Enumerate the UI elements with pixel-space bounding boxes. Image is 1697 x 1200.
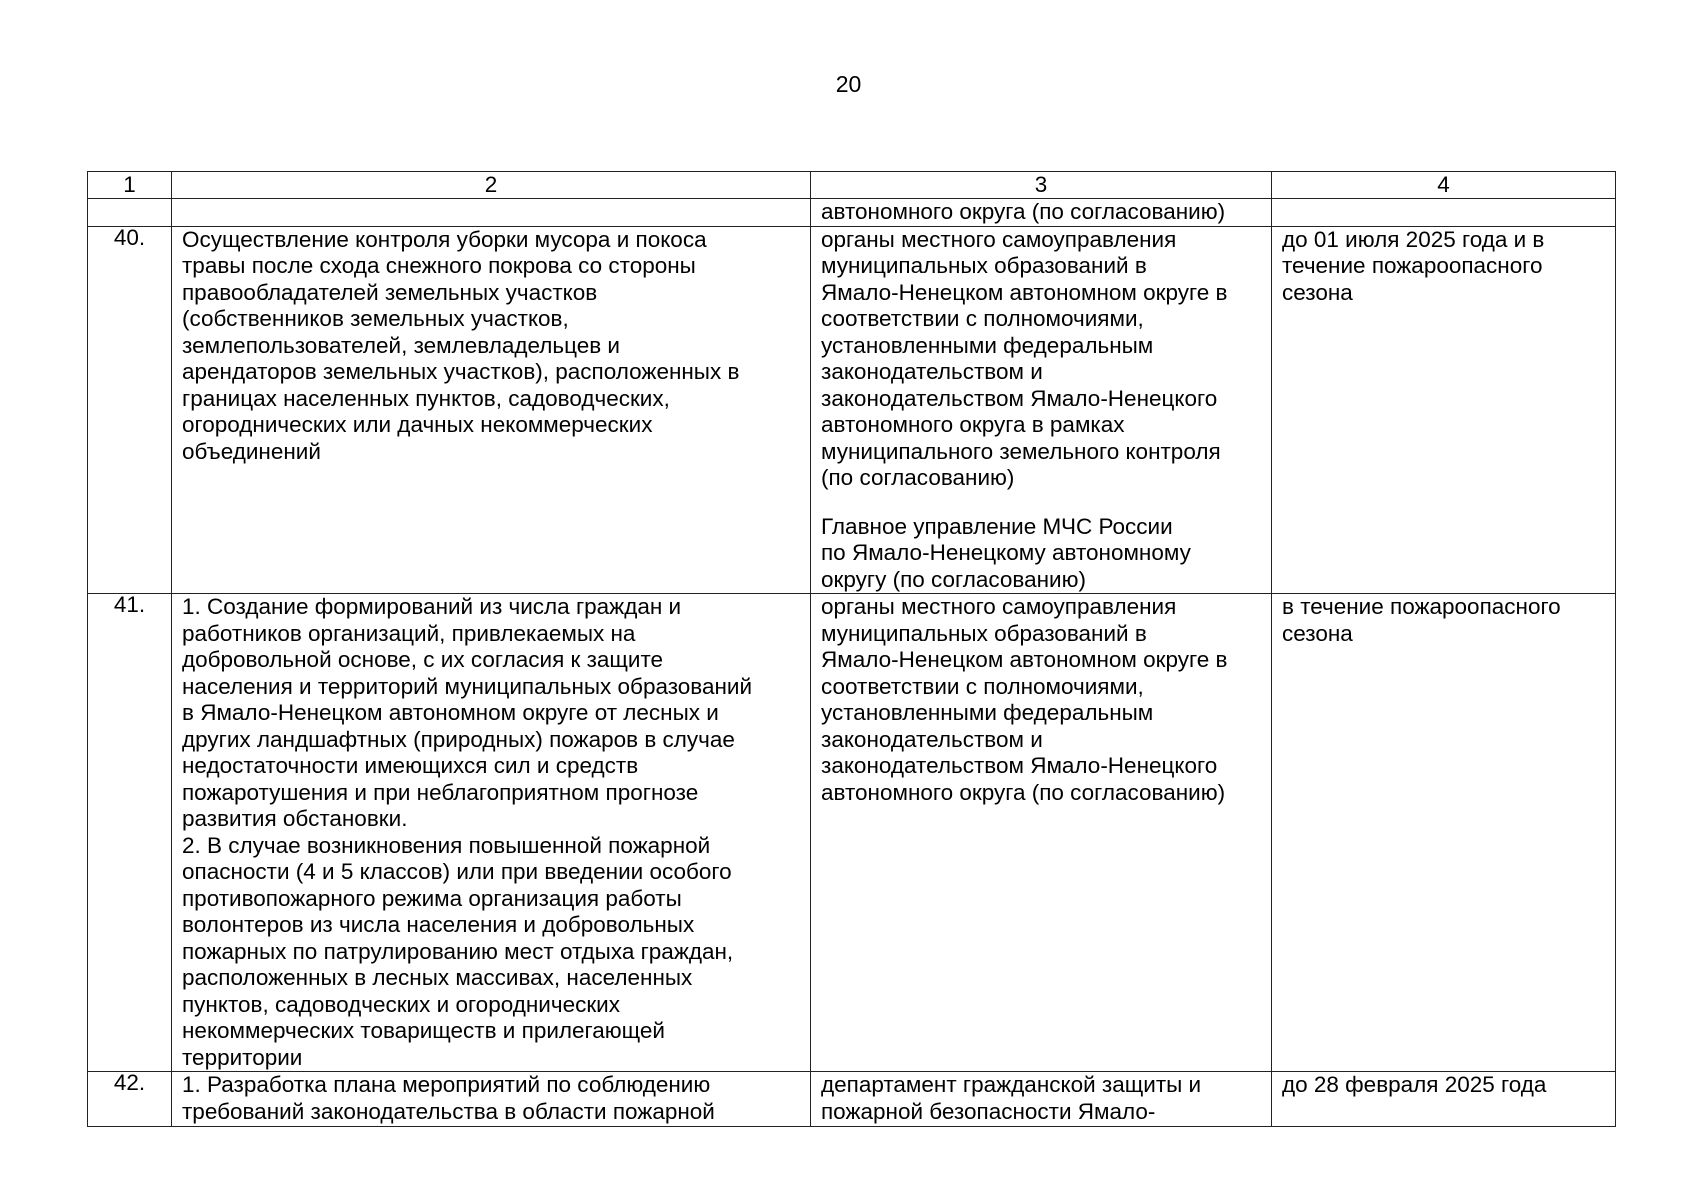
- row-measure: [172, 594, 811, 1072]
- row-responsible: [811, 226, 1272, 594]
- row-measure: [172, 226, 811, 594]
- row-responsible: [811, 1072, 1272, 1127]
- measure-text: 1. Создание формирований из числа граждан и работников организаций, привлекаемых на добровольной основе, с их согласия к защите населения и территорий муниципальных образований в Ямало-Ненецком автономном округе от лесных и других ландшафтных (природных) пожаров в случае недостаточности имеющихся сил и средств пожаротушения и при неблагоприятном прогнозе развития обстановки. 2. В случае возникновения повышенной пожарной опасности (4 и 5 классов) или при введении особого противопожарного режима организация работы волонтеров из числа населения и добровольных пожарных по патрулированию мест отдыха граждан, расположенных в лесных массивах, населенных пунктов, садоводческих и огороднических некоммерческих товариществ и прилегающей территории: [182, 594, 753, 1070]
- measures-table: [87, 171, 1616, 1127]
- table-row: [88, 1072, 1616, 1127]
- table-row: [88, 594, 1616, 1072]
- row-responsible: автономного округа (по согласованию): [811, 199, 1272, 227]
- responsible-text: департамент гражданской защиты и пожарной безопасности Ямало-: [821, 1072, 1202, 1124]
- page-number: 20: [835, 71, 862, 97]
- row-number: [88, 199, 172, 227]
- row-deadline: [1272, 594, 1616, 1072]
- row-measure: [172, 199, 811, 227]
- row-number: 41.: [88, 594, 172, 1072]
- row-deadline: [1272, 199, 1616, 227]
- row-number: 42.: [88, 1072, 172, 1127]
- table-body: [88, 199, 1616, 1127]
- row-number: 40.: [88, 226, 172, 594]
- table-row: [88, 226, 1616, 594]
- header-col-1: 1: [88, 172, 172, 199]
- header-col-3: 3: [811, 172, 1272, 199]
- row-measure: [172, 1072, 811, 1127]
- responsible-text: органы местного самоуправления муниципальных образований в Ямало-Ненецком автономном округе в соответствии с полномочиями, установленными федеральным законодательством и законодательством Ямало-Ненецкого автономного округа (по согласованию): [821, 594, 1228, 805]
- deadline-text: до 01 июля 2025 года и в течение пожароопасного сезона: [1282, 226, 1545, 305]
- row-responsible: [811, 594, 1272, 1072]
- responsible-text: органы местного самоуправления муниципальных образований в Ямало-Ненецком автономном округе в соответствии с полномочиями, установленными федеральным законодательством и законодательством Ямало-Ненецкого автономного округа в рамках муниципального земельного контроля (по согласованию): [821, 226, 1228, 490]
- responsible-text: Главное управление МЧС России по Ямало-Ненецкому автономному округу (по согласованию): [821, 513, 1191, 592]
- table-row-continuation: [88, 199, 1616, 227]
- table-header: [88, 172, 1616, 199]
- row-deadline: [1272, 1072, 1616, 1127]
- header-row: [88, 172, 1616, 199]
- measure-text: 1. Разработка плана мероприятий по соблюдению требований законодательства в области пожарной: [182, 1072, 715, 1124]
- row-deadline: [1272, 226, 1616, 594]
- measure-text: Осуществление контроля уборки мусора и покоса травы после схода снежного покрова со стороны правообладателей земельных участков (собственников земельных участков, землепользователей, землевладельцев и арендаторов земельных участков), расположенных в границах населенных пунктов, садоводческих, огороднических или дачных некоммерческих объединений: [182, 226, 740, 464]
- header-col-2: 2: [172, 172, 811, 199]
- deadline-text: до 28 февраля 2025 года: [1282, 1072, 1547, 1097]
- deadline-text: в течение пожароопасного сезона: [1282, 594, 1561, 646]
- header-col-4: 4: [1272, 172, 1616, 199]
